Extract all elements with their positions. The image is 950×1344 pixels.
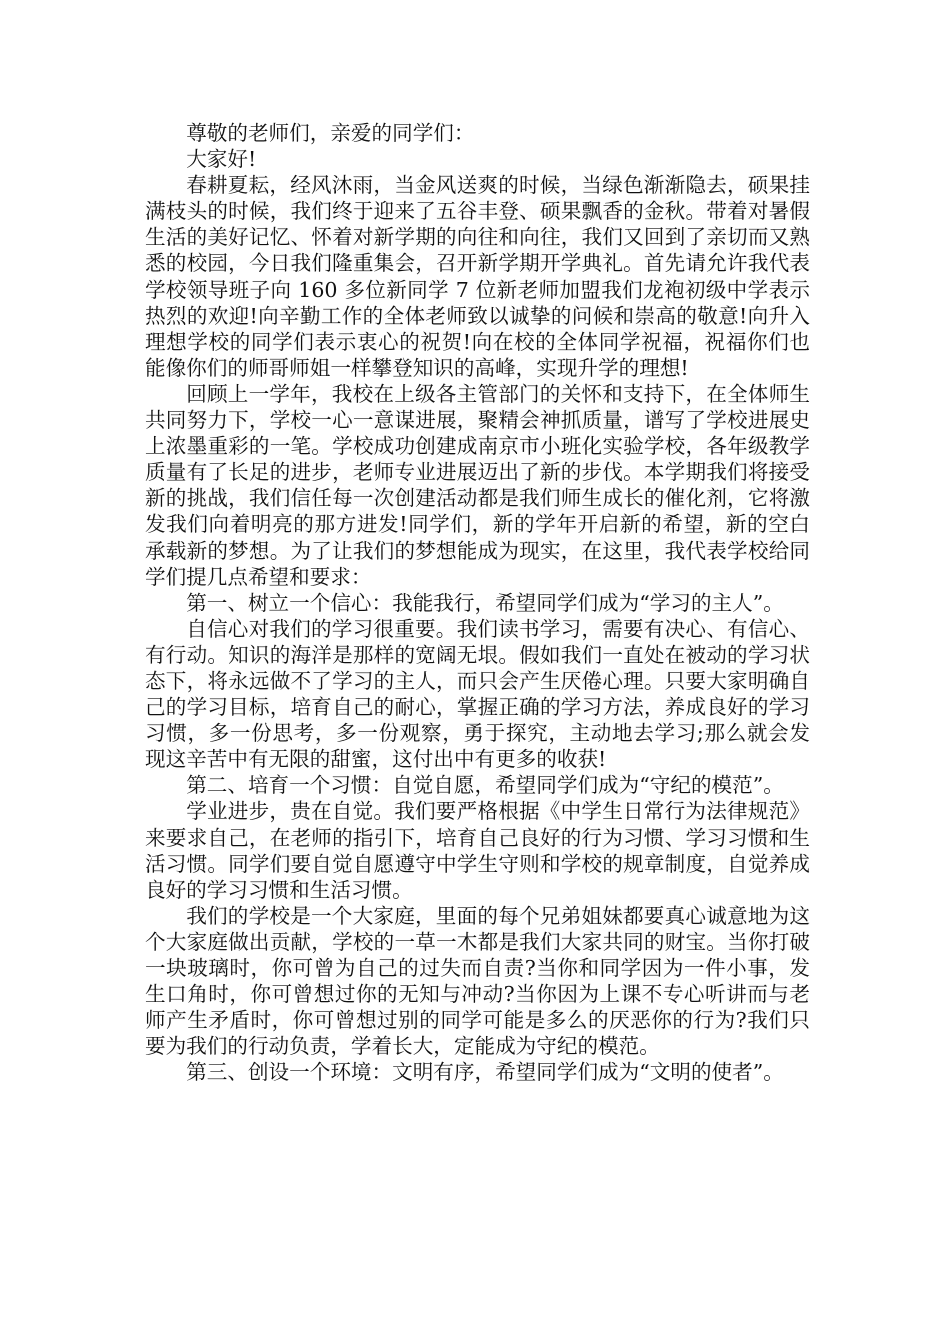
salutation: 尊敬的老师们，亲爱的同学们： [186, 121, 475, 145]
heading-point-one: 第一、树立一个信心：我能我行，希望同学们成为“学习的主人”。 [186, 590, 784, 615]
paragraph-school-family: 我们的学校是一个大家庭，里面的每个兄弟姐妹都要真心诚意地为这个大家庭做出贡献，学校的一草一木都是我们大家共同的财宝。当你打破一块玻璃时，你可曾为自己的过失而自责?当你和同学因为一件小事，发生口角时，你可曾想过你的无知与冲动?当你因为上课不专心听讲而与老师产生矛盾时，你可曾想过别的同学可能是多么的厌恶你的行为?我们只要为我们的行动负责，学着长大，定能成为守纪的模范。 [145, 903, 810, 1059]
paragraph-opening: 春耕夏耘，经风沐雨，当金风送爽的时候，当绿色渐渐隐去，硕果挂满枝头的时候，我们终于迎来了五谷丰登、硕果飘香的金秋。带着对暑假生活的美好记忆、怀着对新学期的向往和向往，我们又回到了亲切而又熟悉的校园，今日我们隆重集会，召开新学期开学典礼。首先请允许我代表学校领导班子向 160 多位新同学 7 位新老师加盟我们龙袍初级中学表示热烈的欢迎!向辛勤工作的全体老师致以诚挚的问候和崇高的敬意!向升入理想学校的同学们表示衷心的祝贺!向在校的全体同学祝福，祝福你们也能像你们的师哥师姐一样攀登知识的高峰，实现升学的理想! [145, 173, 810, 380]
paragraph-review: 回顾上一学年，我校在上级各主管部门的关怀和支持下，在全体师生共同努力下，学校一心一意谋进展，聚精会神抓质量，谱写了学校进展史上浓墨重彩的一笔。学校成功创建成南京市小班化实验学校，各年级教学质量有了长足的进步，老师专业进展迈出了新的步伐。本学期我们将接受新的挑战，我们信任每一次创建活动都是我们师生成长的催化剂，它将激发我们向着明亮的那方进发!同学们，新的学年开启新的希望，新的空白承载新的梦想。为了让我们的梦想能成为现实，在这里，我代表学校给同学们提几点希望和要求： [145, 381, 810, 589]
heading-point-two: 第二、培育一个习惯：自觉自愿，希望同学们成为“守纪的模范”。 [186, 773, 784, 798]
heading-point-three: 第三、创设一个环境：文明有序，希望同学们成为“文明的使者”。 [186, 1060, 784, 1085]
paragraph-confidence: 自信心对我们的学习很重要。我们读书学习，需要有决心、有信心、有行动。知识的海洋是那样的宽阔无垠。假如我们一直处在被动的学习状态下，将永远做不了学习的主人，而只会产生厌倦心理。只要大家明确自己的学习目标，培育自己的耐心，掌握正确的学习方法，养成良好的学习习惯，多一份思考，多一份观察，勇于探究，主动地去学习;那么就会发现这辛苦中有无限的甜蜜，这付出中有更多的收获! [145, 616, 810, 772]
paragraph-habits: 学业进步，贵在自觉。我们要严格根据《中学生日常行为法律规范》来要求自己，在老师的指引下，培育自己良好的行为习惯、学习习惯和生活习惯。同学们要自觉自愿遵守中学生守则和学校的规章制度，自觉养成良好的学习习惯和生活习惯。 [145, 799, 810, 902]
greeting: 大家好! [186, 147, 257, 172]
document-body [145, 120, 810, 1085]
